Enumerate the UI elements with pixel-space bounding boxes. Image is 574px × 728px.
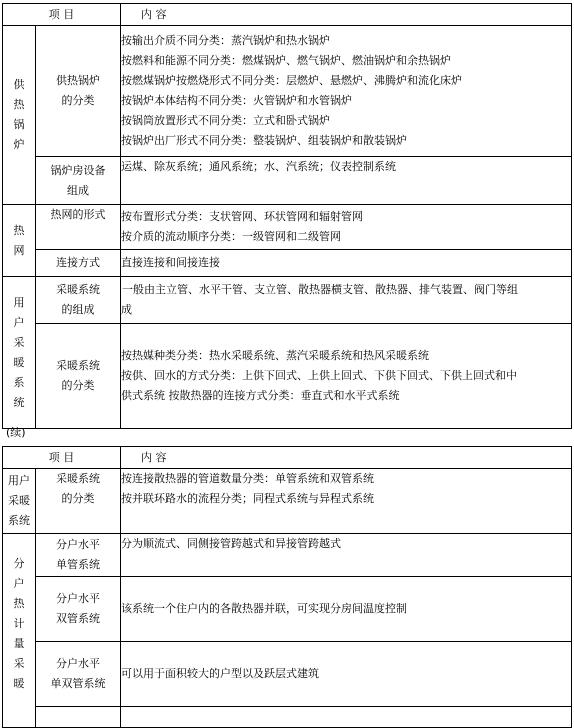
content-cell: 分为顺流式、同侧接管跨越式和异接管跨越式 [121, 534, 572, 577]
table-row [3, 157, 572, 205]
continued-table [2, 446, 572, 728]
content-cell: 按热媒种类分类：热水采暖系统、蒸汽采暖系统和热风采暖系统 按供、回水的方式分类：上供下回式、上供上回式、下供下回式、下供上回式和中 供式系统 按散热器的连接方式分类：垂直式和水平式系统 [121, 324, 572, 429]
content-cell: 按布置形式分类：支状管网、环状管网和辐射管网 按介质的流动顺序分类：一级管网和二级管网 [121, 205, 572, 250]
table-header-row [3, 4, 572, 26]
item-cell: 分户水平 单双管系统 [36, 642, 121, 707]
table-row [3, 250, 572, 277]
item-cell: 采暖系统 的分类 [36, 469, 121, 534]
header-item: 项 目 [3, 4, 121, 26]
item-cell: 连接方式 [36, 250, 121, 277]
category-cell-user-heating: 用 户 采 暖 系 统 [3, 277, 36, 429]
item-cell [36, 707, 121, 728]
item-cell: 采暖系统 的分类 [36, 324, 121, 429]
table-header-row [3, 447, 572, 469]
table-row [3, 707, 572, 728]
header-content: 内 容 [121, 447, 572, 469]
content-cell: 运煤、除灰系统；通风系统；水、汽系统；仪表控制系统 [121, 157, 572, 205]
content-cell: 可以用于面积较大的户型以及跃层式建筑 [121, 642, 572, 707]
main-table [2, 3, 572, 429]
header-item: 项 目 [3, 447, 121, 469]
item-cell: 供热锅炉 的分类 [36, 26, 121, 157]
content-cell: 按输出介质不同分类：蒸汽锅炉和热水锅炉 按燃料和能源不同分类：燃煤锅炉、燃气锅炉、燃油锅炉和余热锅炉 按燃煤锅炉按燃烧形式不同分类：层燃炉、悬燃炉、沸腾炉和流化床炉 按锅炉本体结构不同分类：火管锅炉和水管锅炉 按锅筒放置形式不同分类：立式和卧式锅炉 按锅炉出厂形式不同分类：整装锅炉、组装锅炉和散装锅炉 [121, 26, 572, 157]
item-cell: 分户水平 单管系统 [36, 534, 121, 577]
content-cell: 一般由主立管、水平干管、支立管、散热器横支管、散热器、排气装置、阀门等组 成 [121, 277, 572, 324]
content-cell: 按连接散热器的管道数量分类：单管系统和双管系统 按并联环路水的流程分类；同程式系统与异程式系统 [121, 469, 572, 534]
header-content: 内 容 [121, 4, 572, 26]
category-cell-boiler: 供 热 锅 炉 [3, 26, 36, 205]
table-row [3, 324, 572, 429]
table-row [3, 577, 572, 642]
content-cell: 该系统一个住户内的各散热器并联，可实现分房间温度控制 [121, 577, 572, 642]
item-cell: 锅炉房设备 组成 [36, 157, 121, 205]
table-row [3, 277, 572, 324]
table-row [3, 26, 572, 157]
table-row [3, 469, 572, 534]
item-cell: 采暖系统 的组成 [36, 277, 121, 324]
continued-label: (续) [6, 426, 26, 439]
item-cell: 热网的形式 [36, 205, 121, 250]
category-cell-metering: 分 户 热 计 量 采 暖 [3, 534, 36, 728]
content-cell: 直接连接和间接连接 [121, 250, 572, 277]
content-cell [121, 707, 572, 728]
table-row [3, 205, 572, 250]
item-cell: 分户水平 双管系统 [36, 577, 121, 642]
table-row [3, 642, 572, 707]
table-row [3, 534, 572, 577]
category-cell-user-heating: 用户 采暖 系统 [3, 469, 36, 534]
category-cell-network: 热 网 [3, 205, 36, 277]
